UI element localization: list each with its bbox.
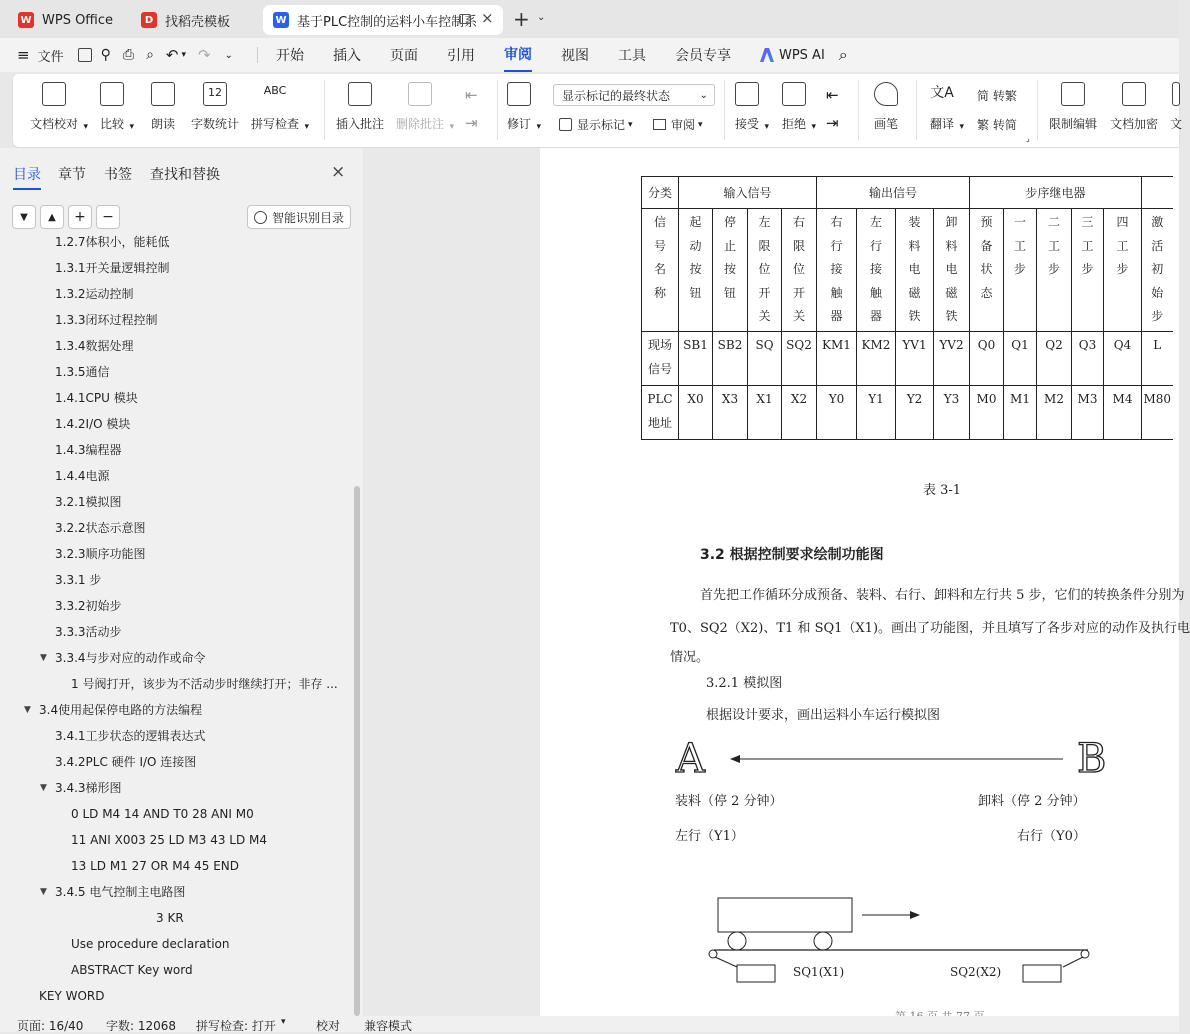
tab-wps-office[interactable]: W WPS Office	[8, 5, 126, 35]
chevron-up-icon: ▲	[48, 211, 56, 223]
expand-all-button[interactable]	[40, 205, 64, 229]
menu-references[interactable]: 引用	[446, 48, 475, 64]
document-page[interactable]	[540, 148, 1190, 1016]
table-cell: Q4	[1104, 332, 1142, 386]
ribbon-divider	[724, 80, 725, 140]
undo-icon[interactable]: ↶	[165, 46, 179, 64]
toc-item[interactable]: Use procedure declaration	[71, 937, 230, 951]
toc-item[interactable]: 1.3.2运动控制	[55, 287, 134, 301]
docer-logo-icon: D	[141, 12, 157, 28]
document-icon	[1172, 82, 1180, 106]
word-count-indicator[interactable]: 字数: 12068	[106, 1019, 177, 1033]
delete-comment-button[interactable]: 删除批注 ▾	[396, 82, 444, 132]
table-cell: 现场 信号	[642, 332, 679, 386]
table-cell: SQ	[748, 332, 782, 386]
toc-list	[0, 235, 350, 1016]
toc-item[interactable]: 3.3.1 步	[55, 573, 102, 587]
save-icon[interactable]	[78, 48, 92, 62]
menu-insert[interactable]: 插入	[332, 48, 361, 64]
toc-item[interactable]: 3.3.3活动步	[55, 625, 122, 639]
collapse-all-button[interactable]	[12, 205, 36, 229]
ribbon-divider	[324, 80, 325, 140]
wps-logo-icon: W	[18, 12, 34, 28]
table-cell: L	[1142, 332, 1173, 386]
wps-ai-icon	[760, 48, 774, 62]
show-markup-button[interactable]: 显示标记 ▾	[559, 116, 633, 133]
table-cell: Y0	[817, 386, 857, 440]
body-paragraph: 情况。	[670, 650, 710, 665]
undo-dropdown-icon[interactable]: ▾	[181, 50, 187, 60]
toc-item[interactable]: 1.4.3编程器	[55, 443, 122, 457]
ribbon-divider	[1037, 80, 1038, 140]
table-cell: 二 工 步	[1037, 209, 1072, 332]
tab-find-replace[interactable]: 查找和替换	[150, 167, 220, 183]
spell-check-button[interactable]: ABC 拼写检查 ▾	[251, 84, 310, 132]
ribbon-divider	[916, 80, 917, 140]
navigation-pane	[0, 148, 363, 1016]
table-row	[642, 386, 1173, 440]
toc-item[interactable]: 1.3.3闭环过程控制	[55, 313, 158, 327]
compare-button[interactable]: 比较 ▾	[100, 82, 124, 132]
toc-item[interactable]: 1.3.5通信	[55, 365, 110, 379]
next-comment-icon[interactable]: ⇥	[465, 114, 478, 132]
menu-review[interactable]: 审阅	[504, 38, 532, 72]
table-cell: 步序继电器	[970, 177, 1142, 209]
plus-icon: +	[74, 209, 86, 225]
table-cell: X3	[713, 386, 748, 440]
simplified-to-traditional-button[interactable]: 简 转繁	[977, 89, 1017, 103]
body-paragraph: 首先把工作循环分成预备、装料、右行、卸料和左行共 5 步，它们的转换条件分别为	[700, 588, 1185, 603]
tab-chapters[interactable]: 章节	[58, 167, 86, 183]
table-cell: X0	[679, 386, 713, 440]
sq2-label: SQ2(X2)	[950, 965, 1002, 979]
traditional-to-simplified-button[interactable]: 繁 转简	[977, 118, 1017, 132]
table-cell: Q0	[970, 332, 1004, 386]
table-cell: Q2	[1037, 332, 1072, 386]
table-cell: 左 行 接 触 器	[857, 209, 896, 332]
close-pane-icon[interactable]: ×	[331, 162, 346, 182]
table-cell: KM2	[857, 332, 896, 386]
table-cell: X1	[748, 386, 782, 440]
table-cell: M2	[1037, 386, 1072, 440]
menu-view[interactable]: 视图	[560, 48, 589, 64]
restrict-edit-button[interactable]: 限制编辑	[1049, 82, 1097, 132]
table-cell: 输入信号	[679, 177, 817, 209]
spell-check-icon: ABC	[263, 84, 287, 97]
toc-item[interactable]: 1.4.2I/O 模块	[55, 417, 131, 431]
toc-item[interactable]: 1 号阀打开，该步为不活动步时继续打开；非存 ...	[71, 677, 338, 691]
word-count-button[interactable]: 12 字数统计	[191, 82, 239, 132]
markup-mode-select[interactable]: 显示标记的最终状态 ⌄	[553, 84, 715, 106]
accept-button[interactable]: 接受 ▾	[735, 82, 759, 132]
toc-item[interactable]: 1.3.1开关量逻辑控制	[55, 261, 170, 275]
accept-icon	[735, 82, 759, 106]
toc-item[interactable]: 0 LD M4 14 AND T0 28 ANI M0	[71, 807, 254, 821]
toc-scrollbar[interactable]	[354, 486, 360, 1016]
translate-button[interactable]: 文A 翻译 ▾	[930, 82, 954, 132]
reject-button[interactable]: 拒绝 ▾	[782, 82, 806, 132]
next-change-icon[interactable]: ⇥	[826, 114, 839, 132]
sq1-label: SQ1(X1)	[793, 965, 845, 979]
tab-toc[interactable]: 目录	[13, 164, 41, 190]
quick-access-chevron-icon[interactable]: ⌄	[224, 49, 233, 61]
section-heading: 3.2 根据控制要求绘制功能图	[700, 547, 884, 563]
left-travel-label: 左行（Y1）	[675, 829, 744, 844]
wps-ai-button[interactable]: WPS AI	[778, 47, 825, 63]
table-cell: M0	[970, 386, 1004, 440]
table-cell: 卸 料 电 磁 铁	[934, 209, 970, 332]
expanded-caret-icon[interactable]: ▼	[24, 705, 31, 715]
toc-item[interactable]: 1.3.4数据处理	[55, 339, 134, 353]
unload-label: 卸料（停 2 分钟）	[978, 794, 1086, 809]
expanded-caret-icon[interactable]: ▼	[40, 887, 47, 897]
ribbon-divider	[858, 80, 859, 140]
prev-change-icon[interactable]: ⇤	[826, 86, 839, 104]
toc-item[interactable]: 1.4.1CPU 模块	[55, 391, 138, 405]
encrypt-document-icon	[1122, 82, 1146, 106]
toc-item[interactable]: KEY WORD	[39, 989, 105, 1003]
table-cell	[1142, 177, 1173, 209]
table-cell: 左 限 位 开 关	[748, 209, 782, 332]
expanded-caret-icon[interactable]: ▼	[40, 783, 47, 793]
table-cell: 一 工 步	[1004, 209, 1037, 332]
left-travel-arrow	[730, 746, 1065, 772]
document-check-icon	[42, 82, 66, 106]
pen-icon	[874, 82, 898, 106]
io-allocation-table	[641, 176, 1173, 440]
hamburger-icon[interactable]: ≡	[17, 46, 30, 64]
table-cell: 预 备 状 态	[970, 209, 1004, 332]
table-cell: 右 行 接 触 器	[817, 209, 857, 332]
track-changes-icon	[507, 82, 531, 106]
status-bar	[0, 1016, 1179, 1032]
toc-item[interactable]: 3.2.3顺序功能图	[55, 547, 146, 561]
table-cell: M1	[1004, 386, 1037, 440]
table-cell: SB1	[679, 332, 713, 386]
new-tab-icon[interactable]: +	[513, 7, 530, 31]
table-cell: 右 限 位 开 关	[782, 209, 817, 332]
toc-item[interactable]: 3.4.2PLC 硬件 I/O 连接图	[55, 755, 197, 769]
table-cell: 装 料 电 磁 铁	[896, 209, 934, 332]
remove-heading-button[interactable]	[96, 205, 120, 229]
toc-item[interactable]: 3 KR	[156, 911, 184, 925]
table-cell: 三 工 步	[1072, 209, 1104, 332]
table-cell: M4	[1104, 386, 1142, 440]
table-cell: 输出信号	[817, 177, 970, 209]
menu-home[interactable]: 开始	[275, 48, 304, 64]
document-gutter	[363, 148, 540, 1016]
comment-plus-icon	[348, 82, 372, 106]
menu-file[interactable]: 文件	[37, 49, 64, 65]
toc-item[interactable]: 3.2.2状态示意图	[55, 521, 146, 535]
tab-docer-templates[interactable]: D 找稻壳模板	[131, 5, 259, 35]
table-cell: KM1	[817, 332, 857, 386]
sub-heading: 3.2.1 模拟图	[706, 676, 783, 691]
table-cell: X2	[782, 386, 817, 440]
read-aloud-button[interactable]: 朗读	[151, 82, 175, 132]
menu-member[interactable]: 会员专享	[674, 48, 731, 64]
table-cell: Y1	[857, 386, 896, 440]
table-cell: SB2	[713, 332, 748, 386]
toc-item[interactable]: 11 ANI X003 25 LD M3 43 LD M4	[71, 833, 268, 847]
redo-icon[interactable]: ↷	[198, 46, 211, 64]
load-label: 装料（停 2 分钟）	[675, 794, 783, 809]
pin-icon[interactable]: ⚲	[100, 47, 111, 63]
document-more-button[interactable]: 文	[1170, 82, 1182, 132]
table-cell: Q1	[1004, 332, 1037, 386]
table-cell: Y3	[934, 386, 970, 440]
lock-document-icon	[1061, 82, 1085, 106]
prev-comment-icon[interactable]: ⇤	[465, 86, 478, 104]
print-icon[interactable]: ⎙	[122, 47, 135, 63]
word-doc-icon: W	[273, 12, 289, 28]
tab-list-chevron-icon[interactable]: ⌄	[537, 12, 546, 23]
cart-track-diagram	[700, 893, 1100, 988]
table-row	[642, 332, 1173, 386]
pen-button[interactable]: 画笔	[874, 82, 898, 132]
toc-item[interactable]: 3.4.1工步状态的逻辑表达式	[55, 729, 206, 743]
table-header-row	[642, 177, 1173, 209]
monitor-icon[interactable]	[459, 14, 471, 24]
title-tab-bar	[0, 0, 1179, 38]
expanded-caret-icon[interactable]: ▼	[40, 653, 47, 663]
point-a-label: A	[676, 736, 705, 782]
review-pane-icon	[653, 119, 666, 130]
minus-icon: −	[102, 209, 114, 225]
table-cell: PLC 地址	[642, 386, 679, 440]
toc-item[interactable]: ▼ 3.4.3梯形图	[55, 778, 122, 798]
tab-bookmarks[interactable]: 书签	[104, 167, 132, 183]
track-changes-button[interactable]: 修订 ▾	[507, 82, 531, 132]
add-heading-button[interactable]	[68, 205, 92, 229]
table-cell: M3	[1072, 386, 1104, 440]
review-ribbon	[13, 74, 1183, 147]
toc-item[interactable]: ▼ 3.4使用起保停电路的方法编程	[39, 700, 202, 720]
table-cell: 分类	[642, 177, 679, 209]
menu-tools[interactable]: 工具	[617, 48, 646, 64]
insert-comment-button[interactable]: 插入批注	[336, 82, 384, 132]
body-paragraph: T0、SQ2（X2)、T1 和 SQ1（X1)。画出了功能图，并且填写了各步对应的动作及执行电	[670, 621, 1190, 636]
word-count-icon: 12	[203, 82, 227, 106]
toc-item[interactable]: 1.2.7体积小，能耗低	[55, 235, 170, 249]
toc-item[interactable]: ▼ 3.4.5 电气控制主电路图	[55, 882, 185, 902]
tab-current-document[interactable]: W 基于PLC控制的运料小车控制系 ×	[263, 5, 503, 35]
table-cell: 起 动 按 钮	[679, 209, 713, 332]
table-row	[642, 209, 1173, 332]
toc-item[interactable]: ▼ 3.3.4与步对应的动作或命令	[55, 648, 206, 668]
proofread-indicator[interactable]: 校对	[316, 1019, 341, 1033]
compare-icon	[100, 82, 124, 106]
read-aloud-icon	[151, 82, 175, 106]
search-icon[interactable]: ⌕	[838, 45, 848, 64]
ribbon-divider	[497, 80, 498, 140]
show-markup-icon	[559, 118, 572, 131]
ribbon-expand-icon[interactable]: ⌟	[1026, 134, 1030, 143]
print-preview-icon[interactable]: ⌕	[146, 47, 154, 63]
table-caption: 表 3-1	[923, 483, 962, 498]
spell-check-indicator[interactable]: 拼写检查: 打开	[196, 1019, 276, 1033]
table-cell: 四 工 步	[1104, 209, 1142, 332]
table-cell: SQ2	[782, 332, 817, 386]
chevron-down-icon: ▼	[20, 211, 28, 223]
close-tab-icon[interactable]: ×	[481, 9, 494, 27]
table-cell: YV2	[934, 332, 970, 386]
toc-item[interactable]: 3.3.2初始步	[55, 599, 122, 613]
point-b-label: B	[1077, 736, 1107, 782]
table-cell: 激 活 初 始 步	[1142, 209, 1173, 332]
encrypt-document-button[interactable]: 文档加密	[1110, 82, 1158, 132]
toc-item[interactable]: 1.4.4电源	[55, 469, 110, 483]
page-indicator[interactable]: 页面: 16/40	[17, 1019, 84, 1033]
comment-delete-icon	[408, 82, 432, 106]
table-cell: M80	[1142, 386, 1173, 440]
table-cell: 信 号 名 称	[642, 209, 679, 332]
body-paragraph: 根据设计要求，画出运料小车运行模拟图	[706, 708, 941, 723]
menu-bar	[0, 38, 1179, 72]
toc-item[interactable]: 3.2.1模拟图	[55, 495, 122, 509]
chevron-down-icon: ⌄	[699, 89, 708, 101]
smart-toc-button[interactable]: 智能识别目录	[247, 205, 351, 229]
spell-dropdown-icon[interactable]: ▾	[281, 1017, 286, 1027]
reject-icon	[782, 82, 806, 106]
table-cell: YV1	[896, 332, 934, 386]
table-cell: Y2	[896, 386, 934, 440]
compat-mode-indicator: 兼容模式	[364, 1019, 413, 1033]
right-travel-label: 右行（Y0）	[1017, 829, 1086, 844]
menu-page[interactable]: 页面	[389, 48, 418, 64]
table-cell: 停 止 按 钮	[713, 209, 748, 332]
table-cell: Q3	[1072, 332, 1104, 386]
proofread-button[interactable]: 文档校对 ▾	[30, 82, 78, 132]
menu-divider	[257, 47, 258, 63]
translate-icon: 文A	[930, 85, 954, 101]
toc-item[interactable]: ABSTRACT Key word	[71, 963, 193, 977]
smart-recognize-icon	[254, 211, 267, 224]
toc-item[interactable]: 13 LD M1 27 OR M4 45 END	[71, 859, 239, 873]
review-pane-button[interactable]: 审阅 ▾	[653, 116, 703, 133]
